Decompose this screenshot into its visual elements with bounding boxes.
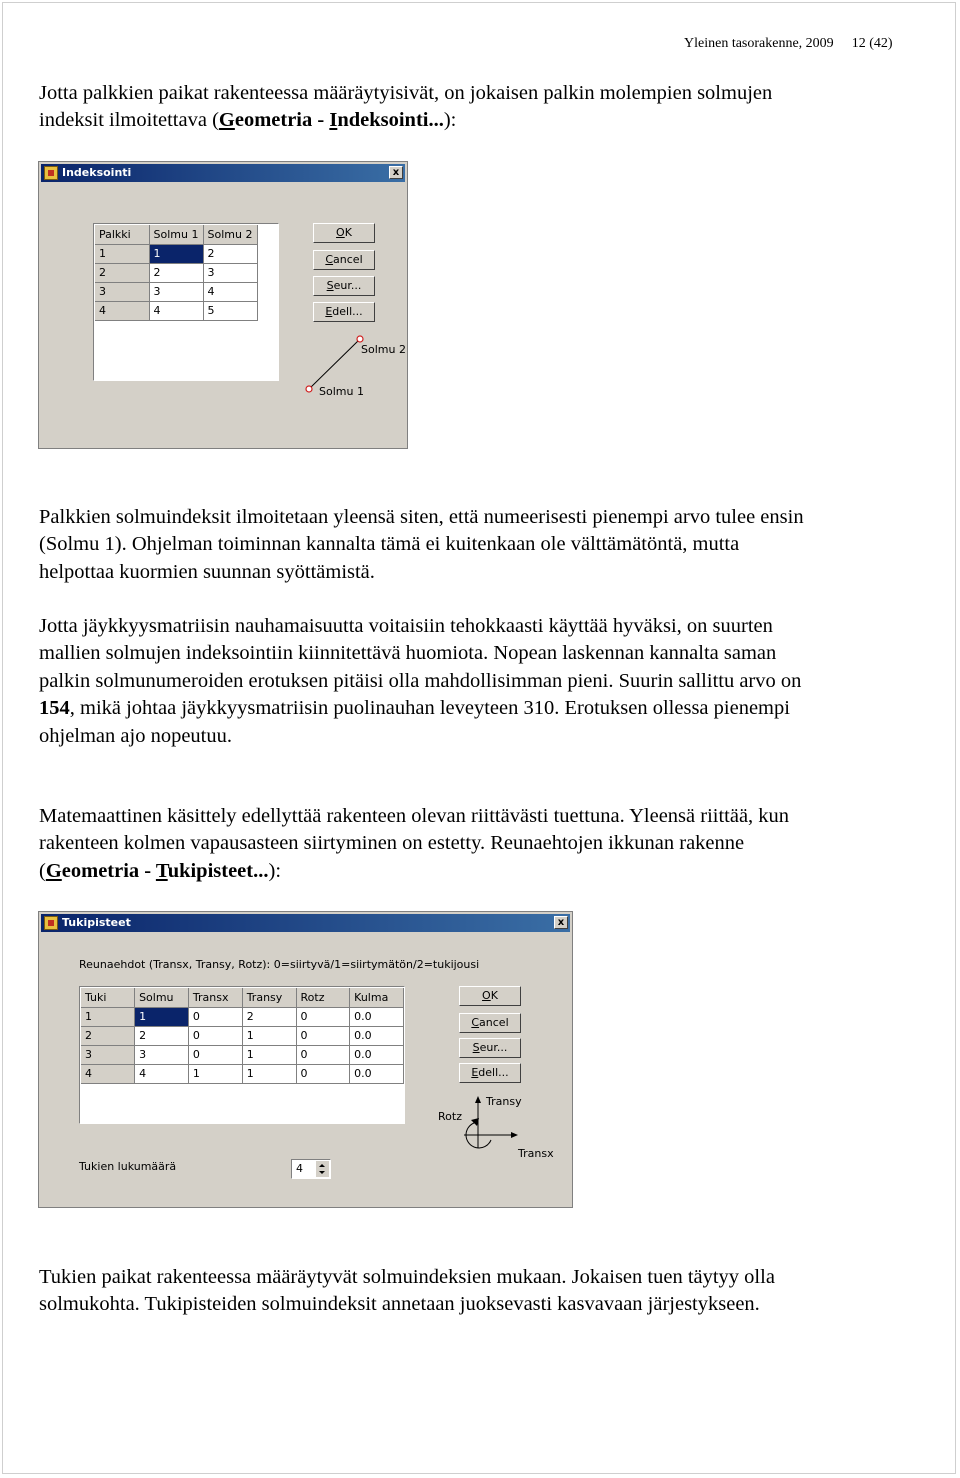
paragraph-4 (39, 1264, 929, 1319)
page-header (684, 36, 893, 52)
table-cell[interactable]: 4 (135, 1064, 189, 1083)
table-header-row (81, 988, 404, 1007)
beam-diagram (299, 327, 407, 399)
transy-arrowhead (475, 1096, 481, 1103)
table-cell[interactable]: 0.0 (350, 1045, 404, 1064)
tukipisteet-dialog (38, 911, 573, 1208)
ok-label: K (490, 989, 498, 1002)
table-cell[interactable]: 2 (242, 1007, 296, 1026)
paragraph-2-line-4-text: , mikä johtaa jäykkyysmatriisin puolinauhan leveyteen 310. Erotuksen ollessa pienempi (69, 697, 790, 720)
support-count-value: 4 (296, 1162, 303, 1175)
menu-mnemonic-g: G (45, 859, 62, 882)
dialog-title: Tukipisteet (62, 916, 131, 929)
menu-path-tukipisteet (46, 860, 269, 882)
table-row (81, 1045, 404, 1064)
table-cell[interactable]: 1 (242, 1064, 296, 1083)
indeksointi-titlebar[interactable] (41, 164, 405, 182)
next-mnemonic: S (326, 279, 334, 292)
paragraph-2-line-2: mallien solmujen indeksointiin kiinnitettävä huomiota. Nopean laskennan kannalta saman (39, 642, 777, 665)
ok-label: K (344, 226, 352, 239)
transy-label: Transy (486, 1095, 522, 1108)
support-count-label: Tukien lukumäärä (79, 1160, 177, 1173)
column-header[interactable]: Rotz (296, 988, 350, 1007)
row-header: 4 (95, 301, 149, 320)
paragraph-3-line-3 (39, 858, 929, 885)
close-icon[interactable]: x (554, 916, 568, 929)
table-cell-selected[interactable]: 1 (135, 1007, 189, 1026)
chevron-down-icon[interactable] (319, 1171, 325, 1174)
previous-label: dell... (478, 1066, 509, 1079)
row-header: 3 (95, 282, 149, 301)
support-axes-diagram (434, 1088, 564, 1166)
tukipisteet-table (81, 988, 404, 1084)
cancel-mnemonic: C (471, 1016, 480, 1029)
row-header: 1 (95, 244, 149, 263)
table-cell[interactable]: 3 (149, 282, 203, 301)
table-row (95, 244, 257, 263)
paragraph-3-line-2: rakenteen kolmen vapausasteen siirtyminen on estetty. Reunaehtojen ikkunan rakenne (39, 832, 745, 855)
node-1-label: Solmu 1 (319, 385, 364, 398)
table-cell[interactable]: 5 (203, 301, 257, 320)
cancel-label: ancel (333, 253, 363, 266)
table-row (95, 301, 257, 320)
next-label: eur... (479, 1041, 508, 1054)
intro-line-2-text: indeksit ilmoitettava ( (39, 109, 219, 132)
app-icon (44, 916, 58, 930)
column-header[interactable]: Transx (188, 988, 242, 1007)
paragraph-3-line-3-end: ): (268, 859, 282, 882)
node-2-label: Solmu 2 (361, 343, 406, 356)
paragraph-1-line-1: Palkkien solmuindeksit ilmoitetaan yleensä siten, että numeerisesti pienempi arvo tulee ensin (39, 506, 804, 528)
table-cell[interactable]: 1 (242, 1045, 296, 1064)
table-cell[interactable]: 2 (149, 263, 203, 282)
table-cell[interactable]: 3 (203, 263, 257, 282)
table-cell[interactable]: 2 (135, 1026, 189, 1045)
menu-mnemonic-g: G (218, 109, 235, 132)
tukipisteet-titlebar[interactable] (41, 914, 570, 932)
table-row (95, 263, 257, 282)
menu-mnemonic-t: T (155, 859, 168, 882)
table-cell[interactable]: 0 (188, 1007, 242, 1026)
node-2-marker (357, 336, 363, 342)
page-number: 12 (42) (851, 36, 893, 51)
intro-line-1: Jotta palkkien paikat rakenteessa määräytyisivät, on jokaisen palkin molempien solmujen (39, 82, 773, 104)
paragraph-3-line-3-start: ( (39, 859, 46, 882)
paragraph-2-line-4 (39, 695, 929, 722)
app-icon (44, 166, 58, 180)
column-header[interactable]: Solmu (135, 988, 189, 1007)
column-header[interactable]: Transy (242, 988, 296, 1007)
table-cell[interactable]: 1 (188, 1064, 242, 1083)
ok-button[interactable] (313, 223, 375, 243)
table-cell[interactable]: 4 (149, 301, 203, 320)
table-cell[interactable]: 1 (242, 1026, 296, 1045)
column-header[interactable]: Kulma (350, 988, 404, 1007)
intro-paragraph (39, 80, 929, 135)
row-header: 3 (81, 1045, 135, 1064)
menu-indeksointi-text: ndeksointi... (337, 109, 444, 132)
close-icon[interactable]: x (389, 166, 403, 179)
indeksointi-grid[interactable] (93, 223, 279, 381)
row-header: 2 (81, 1026, 135, 1045)
transx-label: Transx (518, 1147, 554, 1160)
header-title: Yleinen tasorakenne, 2009 (684, 36, 834, 51)
column-header[interactable]: Solmu 2 (203, 225, 257, 244)
boundary-conditions-hint: Reunaehdot (Transx, Transy, Rotz): 0=siirtyvä/1=siirtymätön/2=tukijousi (79, 958, 480, 971)
row-header: 2 (95, 263, 149, 282)
table-cell[interactable]: 0 (296, 1064, 350, 1083)
menu-mnemonic-i: I (329, 109, 338, 132)
menu-path-indeksointi (219, 109, 444, 131)
indeksointi-dialog (38, 161, 408, 449)
next-label: eur... (333, 279, 362, 292)
paragraph-1 (39, 504, 929, 586)
paragraph-1-line-2: (Solmu 1). Ohjelman toiminnan kannalta tämä ei kuitenkaan ole välttämätöntä, mutta (39, 533, 740, 556)
previous-button[interactable] (313, 302, 375, 322)
next-button[interactable] (459, 1038, 521, 1058)
table-cell[interactable]: 3 (135, 1045, 189, 1064)
table-cell[interactable]: 0.0 (350, 1026, 404, 1045)
rotz-label: Rotz (438, 1110, 462, 1123)
table-cell[interactable]: 0 (296, 1026, 350, 1045)
intro-line-2-end: ): (443, 109, 457, 132)
ok-mnemonic: O (482, 989, 491, 1002)
column-header[interactable]: Tuki (81, 988, 135, 1007)
cancel-button[interactable] (313, 250, 375, 270)
intro-line-2 (39, 107, 929, 134)
indeksointi-table (95, 225, 258, 321)
dialog-title: Indeksointi (62, 166, 132, 179)
table-row (81, 1007, 404, 1026)
paragraph-2-line-5: ohjelman ajo nopeutuu. (39, 724, 232, 747)
column-header[interactable]: Solmu 1 (149, 225, 203, 244)
node-1-marker (306, 386, 312, 392)
ok-mnemonic: O (336, 226, 345, 239)
ok-button[interactable] (459, 986, 521, 1006)
paragraph-2 (39, 613, 929, 750)
previous-button[interactable] (459, 1063, 521, 1083)
table-cell[interactable]: 0.0 (350, 1064, 404, 1083)
table-cell-selected[interactable]: 1 (149, 244, 203, 263)
cancel-button[interactable] (459, 1013, 521, 1033)
next-button[interactable] (313, 276, 375, 296)
paragraph-1-line-3: helpottaa kuormien suunnan syöttämistä. (39, 560, 375, 583)
table-cell[interactable]: 4 (203, 282, 257, 301)
table-cell[interactable]: 0 (188, 1026, 242, 1045)
stepper-arrows[interactable] (316, 1161, 329, 1177)
menu-tukipisteet-text: ukipisteet... (167, 859, 269, 882)
table-row (81, 1064, 404, 1083)
paragraph-2-line-3: palkin solmunumeroiden erotuksen pitäisi olla mahdollisimman pieni. Suurin sallittu arvo on (39, 669, 802, 692)
paragraph-2-line-1: Jotta jäykkyysmatriisin nauhamaisuutta voitaisiin tehokkaasti käyttää hyväksi, on suurten (39, 615, 773, 637)
menu-geometria-text: eometria - (234, 109, 330, 132)
support-count-stepper[interactable] (291, 1159, 331, 1179)
cancel-label: ancel (479, 1016, 509, 1029)
tukipisteet-grid[interactable] (79, 986, 405, 1124)
next-mnemonic: S (472, 1041, 480, 1054)
table-cell[interactable]: 0.0 (350, 1007, 404, 1026)
previous-label: dell... (332, 305, 363, 318)
table-cell[interactable]: 0 (296, 1045, 350, 1064)
table-row (81, 1026, 404, 1045)
table-cell[interactable]: 2 (203, 244, 257, 263)
previous-mnemonic: E (471, 1066, 479, 1079)
column-header[interactable]: Palkki (95, 225, 149, 244)
paragraph-4-line-1: Tukien paikat rakenteessa määräytyvät solmuindeksien mukaan. Jokaisen tuen täytyy olla (39, 1266, 775, 1288)
paragraph-3 (39, 803, 929, 885)
menu-geometria-text: eometria - (61, 859, 156, 882)
previous-mnemonic: E (325, 305, 333, 318)
row-header: 4 (81, 1064, 135, 1083)
beam-line (309, 339, 360, 389)
table-cell[interactable]: 0 (188, 1045, 242, 1064)
chevron-up-icon[interactable] (319, 1164, 325, 1167)
table-row (95, 282, 257, 301)
row-header: 1 (81, 1007, 135, 1026)
paragraph-4-line-2: solmukohta. Tukipisteiden solmuindeksit annetaan juoksevasti kasvavaan järjestykseen. (39, 1293, 760, 1316)
max-value: 154 (39, 697, 70, 720)
cancel-mnemonic: C (325, 253, 334, 266)
table-header-row (95, 225, 257, 244)
transx-arrowhead (511, 1132, 518, 1138)
paragraph-3-line-1: Matemaattinen käsittely edellyttää rakenteen olevan riittävästi tuettuna. Yleensä riittää, kun (39, 805, 790, 827)
table-cell[interactable]: 0 (296, 1007, 350, 1026)
